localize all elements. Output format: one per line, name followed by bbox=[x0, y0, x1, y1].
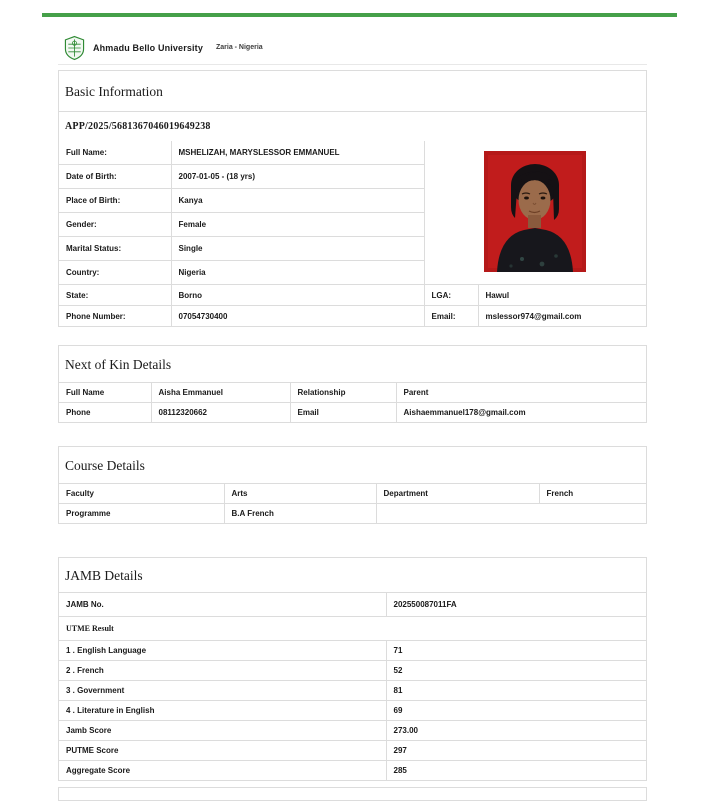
marital-status-label: Marital Status: bbox=[59, 237, 171, 261]
jamb-score-value: 273.00 bbox=[386, 721, 646, 741]
gender-value: Female bbox=[171, 213, 424, 237]
putme-score-value: 297 bbox=[386, 741, 646, 761]
abu-crest-icon bbox=[64, 35, 85, 61]
email-label: Email: bbox=[424, 306, 478, 327]
table-row bbox=[59, 661, 646, 681]
header-divider bbox=[58, 64, 647, 65]
table-row bbox=[59, 741, 646, 761]
state-label: State: bbox=[59, 285, 171, 306]
basic-information-title: Basic Information bbox=[59, 71, 646, 112]
faculty-value: Arts bbox=[224, 484, 376, 504]
table-row bbox=[59, 484, 646, 504]
jamb-no-label: JAMB No. bbox=[59, 593, 386, 617]
state-value: Borno bbox=[171, 285, 424, 306]
utme-subject-score: 52 bbox=[386, 661, 646, 681]
jamb-details-table bbox=[59, 593, 646, 780]
utme-subject-label: 3 . Government bbox=[59, 681, 386, 701]
empty-cell bbox=[376, 504, 646, 524]
jamb-details-panel bbox=[58, 557, 647, 781]
kin-phone-label: Phone bbox=[59, 403, 151, 423]
aggregate-score-value: 285 bbox=[386, 761, 646, 781]
top-accent-bar bbox=[42, 13, 677, 17]
applicant-photo bbox=[484, 151, 586, 272]
utme-result-subtitle: UTME Result bbox=[59, 617, 646, 641]
next-of-kin-panel bbox=[58, 345, 647, 423]
utme-subject-label: 4 . Literature in English bbox=[59, 701, 386, 721]
application-number: APP/2025/5681367046019649238 bbox=[65, 121, 211, 132]
university-location: Zaria - Nigeria bbox=[215, 44, 263, 51]
kin-relationship-value: Parent bbox=[396, 383, 646, 403]
table-row bbox=[59, 617, 646, 641]
marital-status-value: Single bbox=[171, 237, 424, 261]
basic-information-table bbox=[59, 141, 646, 326]
utme-subject-score: 81 bbox=[386, 681, 646, 701]
next-section-panel-cutoff bbox=[58, 787, 647, 801]
kin-email-label: Email bbox=[290, 403, 396, 423]
table-row bbox=[59, 641, 646, 661]
kin-full-name-value: Aisha Emmanuel bbox=[151, 383, 290, 403]
kin-full-name-label: Full Name bbox=[59, 383, 151, 403]
course-details-title: Course Details bbox=[59, 447, 646, 484]
department-value: French bbox=[539, 484, 646, 504]
jamb-no-value: 202550087011FA bbox=[386, 593, 646, 617]
programme-label: Programme bbox=[59, 504, 224, 524]
table-row bbox=[59, 761, 646, 781]
email-value: mslessor974@gmail.com bbox=[478, 306, 646, 327]
table-row bbox=[59, 504, 646, 524]
utme-subject-label: 2 . French bbox=[59, 661, 386, 681]
date-of-birth-label: Date of Birth: bbox=[59, 165, 171, 189]
table-row bbox=[59, 383, 646, 403]
department-label: Department bbox=[376, 484, 539, 504]
table-row bbox=[59, 681, 646, 701]
phone-number-value: 07054730400 bbox=[171, 306, 424, 327]
utme-subject-score: 71 bbox=[386, 641, 646, 661]
jamb-details-title: JAMB Details bbox=[59, 558, 646, 593]
date-of-birth-value: 2007-01-05 - (18 yrs) bbox=[171, 165, 424, 189]
next-of-kin-table bbox=[59, 383, 646, 422]
kin-relationship-label: Relationship bbox=[290, 383, 396, 403]
kin-email-value: Aishaemmanuel178@gmail.com bbox=[396, 403, 646, 423]
kin-phone-value: 08112320662 bbox=[151, 403, 290, 423]
course-details-panel bbox=[58, 446, 647, 524]
table-row bbox=[59, 306, 646, 327]
gender-label: Gender: bbox=[59, 213, 171, 237]
table-row bbox=[59, 701, 646, 721]
country-label: Country: bbox=[59, 261, 171, 285]
full-name-label: Full Name: bbox=[59, 141, 171, 165]
putme-score-label: PUTME Score bbox=[59, 741, 386, 761]
table-row bbox=[59, 593, 646, 617]
place-of-birth-label: Place of Birth: bbox=[59, 189, 171, 213]
table-row bbox=[59, 403, 646, 423]
university-brand-header bbox=[64, 34, 263, 61]
course-details-table bbox=[59, 484, 646, 523]
aggregate-score-label: Aggregate Score bbox=[59, 761, 386, 781]
place-of-birth-value: Kanya bbox=[171, 189, 424, 213]
next-of-kin-title: Next of Kin Details bbox=[59, 346, 646, 383]
basic-information-panel bbox=[58, 70, 647, 327]
lga-label: LGA: bbox=[424, 285, 478, 306]
table-row bbox=[59, 285, 646, 306]
table-row bbox=[59, 721, 646, 741]
applicant-photo-cell bbox=[424, 141, 646, 285]
programme-value: B.A French bbox=[224, 504, 376, 524]
utme-subject-label: 1 . English Language bbox=[59, 641, 386, 661]
full-name-value: MSHELIZAH, MARYSLESSOR EMMANUEL bbox=[171, 141, 424, 165]
university-name: Ahmadu Bello University bbox=[93, 42, 203, 53]
lga-value: Hawul bbox=[478, 285, 646, 306]
table-row bbox=[59, 141, 646, 165]
utme-subject-score: 69 bbox=[386, 701, 646, 721]
phone-number-label: Phone Number: bbox=[59, 306, 171, 327]
faculty-label: Faculty bbox=[59, 484, 224, 504]
country-value: Nigeria bbox=[171, 261, 424, 285]
jamb-score-label: Jamb Score bbox=[59, 721, 386, 741]
